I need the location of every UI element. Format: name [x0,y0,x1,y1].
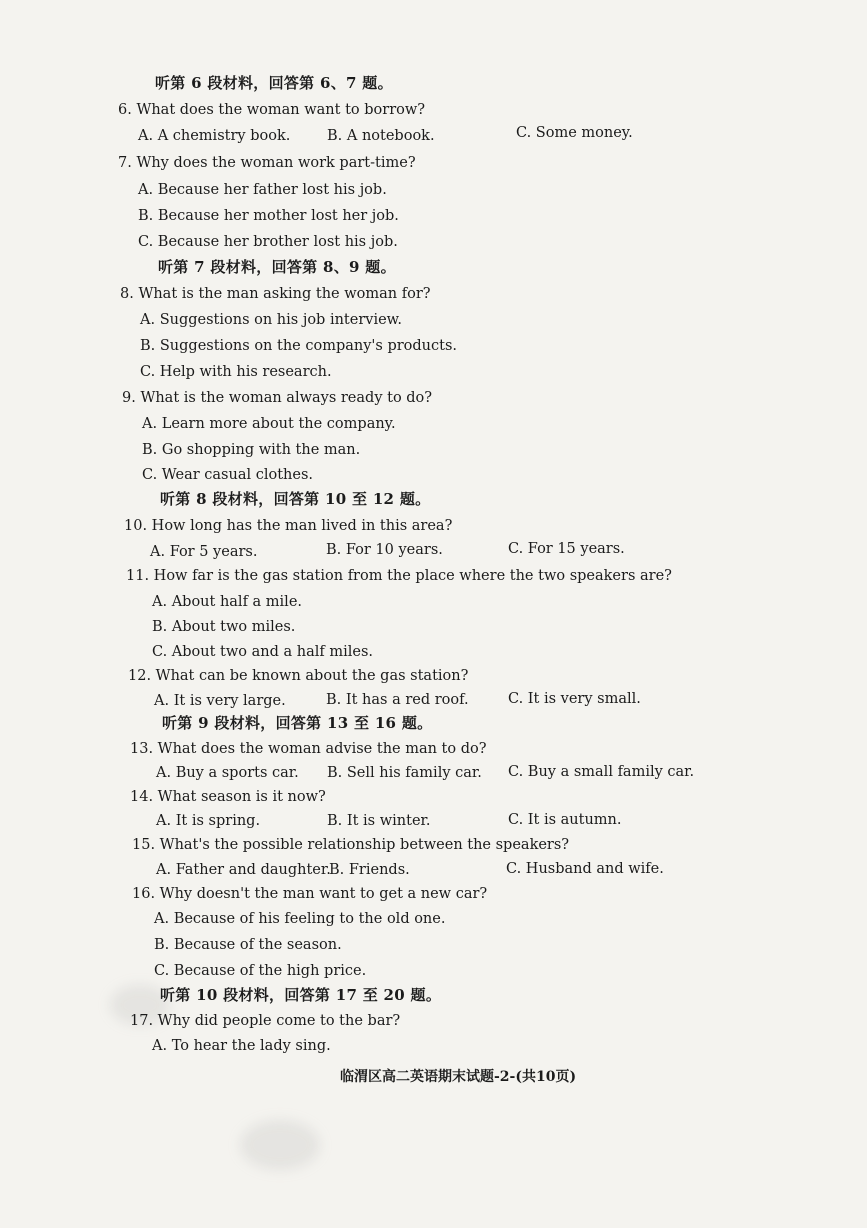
question-13-option-c: C. Buy a small family car. [508,764,695,780]
page-footer: 临渭区高二英语期末试题-2-(共10页) [340,1069,577,1085]
question-11-option-b: B. About two miles. [152,619,296,635]
question-9-option-a: A. Learn more about the company. [142,416,396,432]
question-8-option-b: B. Suggestions on the company's products. [140,338,458,354]
question-8-option-a: A. Suggestions on his job interview. [140,312,402,328]
question-15-option-b: B. Friends. [329,862,410,878]
question-7-stem: 7. Why does the woman work part-time? [118,155,416,171]
question-10-option-a: A. For 5 years. [150,544,258,560]
question-17-stem: 17. Why did people come to the bar? [130,1013,401,1029]
question-15-option-a: A. Father and daughter. [156,862,331,878]
question-14-option-a: A. It is spring. [156,813,261,829]
question-7-option-b: B. Because her mother lost her job. [138,208,399,224]
section-heading-10: 听第 10 段材料，回答第 17 至 20 题。 [160,986,442,1004]
question-6-option-b: B. A notebook. [327,128,435,144]
question-6-option-a: A. A chemistry book. [138,128,291,144]
section-heading-8: 听第 8 段材料，回答第 10 至 12 题。 [160,490,431,508]
question-8-stem: 8. What is the man asking the woman for? [120,286,431,302]
question-7-option-a: A. Because her father lost his job. [138,182,387,198]
question-15-option-c: C. Husband and wife. [506,861,664,877]
question-11-option-c: C. About two and a half miles. [152,644,374,660]
question-17-option-a: A. To hear the lady sing. [152,1038,331,1054]
question-13-stem: 13. What does the woman advise the man to do? [130,741,487,757]
question-9-stem: 9. What is the woman always ready to do? [122,390,433,406]
section-heading-7: 听第 7 段材料，回答第 8、9 题。 [158,258,396,276]
question-14-stem: 14. What season is it now? [130,789,326,805]
question-12-option-b: B. It has a red roof. [326,692,469,708]
question-12-stem: 12. What can be known about the gas station? [128,668,469,684]
question-9-option-b: B. Go shopping with the man. [142,442,361,458]
scan-shadow [240,1120,320,1170]
question-9-option-c: C. Wear casual clothes. [142,467,314,483]
question-15-stem: 15. What's the possible relationship between the speakers? [132,837,570,853]
question-10-option-b: B. For 10 years. [326,542,443,558]
question-13-option-b: B. Sell his family car. [327,765,482,781]
question-12-option-a: A. It is very large. [154,693,286,709]
question-6-option-c: C. Some money. [516,125,633,141]
question-12-option-c: C. It is very small. [508,691,641,707]
question-14-option-c: C. It is autumn. [508,812,622,828]
question-10-stem: 10. How long has the man lived in this area? [124,518,453,534]
question-13-option-a: A. Buy a sports car. [156,765,299,781]
question-16-option-a: A. Because of his feeling to the old one. [154,911,446,927]
question-16-stem: 16. Why doesn't the man want to get a new car? [132,886,488,902]
question-6-stem: 6. What does the woman want to borrow? [118,102,426,118]
question-7-option-c: C. Because her brother lost his job. [138,234,398,250]
question-11-stem: 11. How far is the gas station from the place where the two speakers are? [126,568,672,584]
question-14-option-b: B. It is winter. [327,813,431,829]
question-11-option-a: A. About half a mile. [152,594,303,610]
question-16-option-c: C. Because of the high price. [154,963,367,979]
question-10-option-c: C. For 15 years. [508,541,625,557]
question-16-option-b: B. Because of the season. [154,937,342,953]
section-heading-6: 听第 6 段材料，回答第 6、7 题。 [155,74,393,92]
question-8-option-c: C. Help with his research. [140,364,332,380]
section-heading-9: 听第 9 段材料，回答第 13 至 16 题。 [162,714,433,732]
